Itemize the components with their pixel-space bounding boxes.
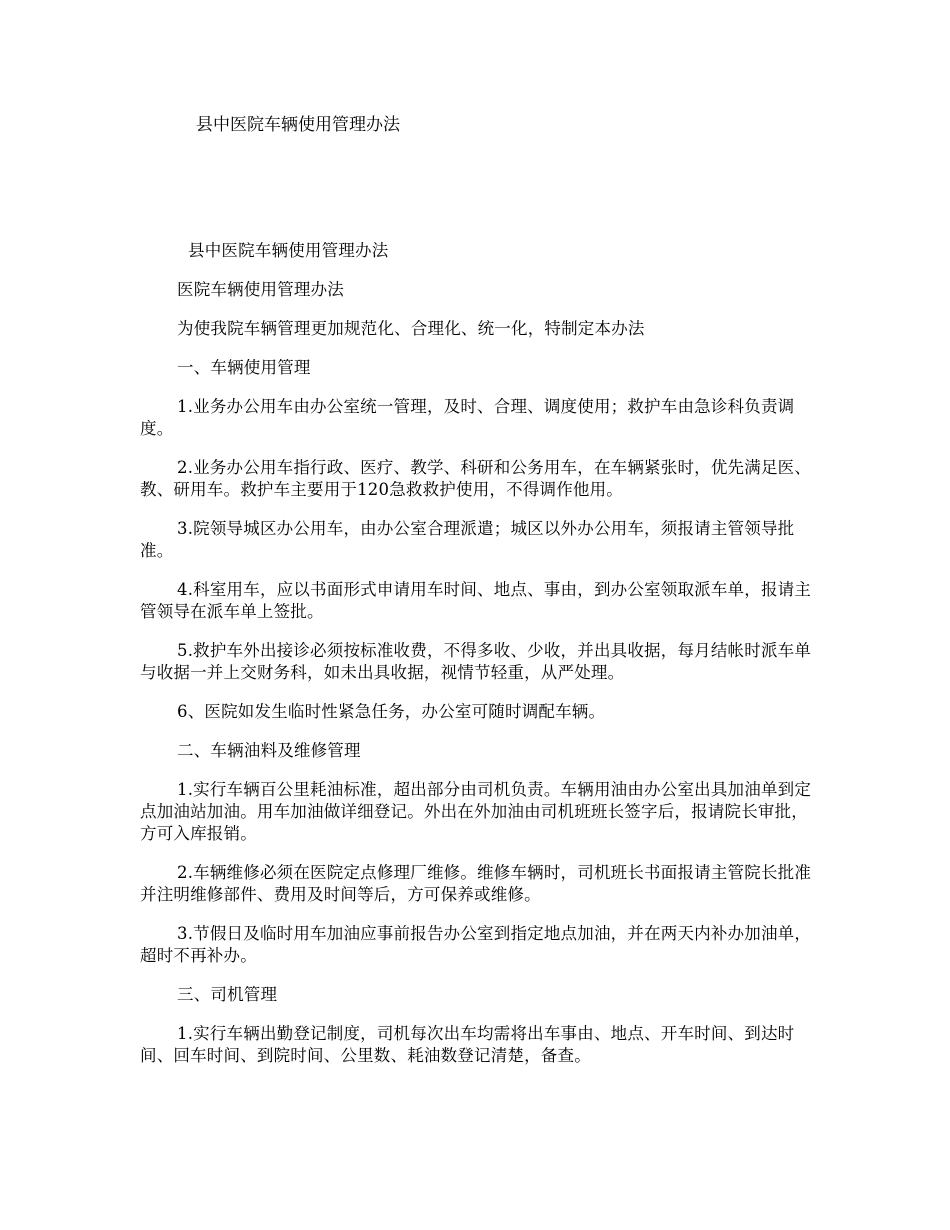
section-heading-driver-management: 三、司机管理	[177, 985, 278, 1004]
document-heading: 医院车辆使用管理办法	[177, 280, 344, 299]
paragraph: 1.实行车辆出勤登记制度，司机每次出车均需将出车事由、地点、开车时间、到达时间、回车时间、到院时间、公里数、耗油数登记清楚，备查。	[140, 1024, 795, 1065]
paragraph: 2.车辆维修必须在医院定点修理厂维修。维修车辆时，司机班长书面报请主管院长批准并注明维修部件、费用及时间等后，方可保养或维修。	[140, 863, 812, 904]
paragraph: 4.科室用车，应以书面形式申请用车时间、地点、事由，到办公室领取派车单，报请主管领导在派车单上签批。	[140, 580, 812, 621]
paragraph: 3.节假日及临时用车加油应事前报告办公室到指定地点加油，并在两天内补办加油单，超时不再补办。	[140, 924, 812, 965]
paragraph: 3.院领导城区办公用车，由办公室合理派遣；城区以外办公用车，须报请主管领导批准。	[140, 519, 795, 560]
paragraph: 2.业务办公用车指行政、医疗、教学、科研和公务用车，在车辆紧张时，优先满足医、教、研用车。救护车主要用于120急救救护使用，不得调作他用。	[140, 458, 812, 499]
document-header-title: 县中医院车辆使用管理办法	[196, 115, 400, 135]
document-body	[140, 240, 820, 1084]
paragraph: 1.业务办公用车由办公室统一管理，及时、合理、调度使用；救护车由急诊科负责调度。	[140, 397, 795, 438]
paragraph: 5.救护车外出接诊必须按标准收费，不得多收、少收，并出具收据，每月结帐时派车单与收据一并上交财务科，如未出具收据，视情节轻重，从严处理。	[140, 641, 812, 682]
paragraph: 6、医院如发生临时性紧急任务，办公室可随时调配车辆。	[177, 702, 606, 721]
section-heading-fuel-maintenance: 二、车辆油料及维修管理	[177, 741, 361, 760]
paragraph: 1.实行车辆百公里耗油标准，超出部分由司机负责。车辆用油由办公室出具加油单到定点加油站加油。用车加油做详细登记。外出在外加油由司机班班长签字后，报请院长审批，方可入库报销。	[140, 780, 812, 843]
section-heading-vehicle-use: 一、车辆使用管理	[177, 358, 311, 377]
intro-paragraph: 为使我院车辆管理更加规范化、合理化、统一化，特制定本办法	[177, 319, 645, 338]
document-subtitle: 县中医院车辆使用管理办法	[188, 241, 389, 260]
